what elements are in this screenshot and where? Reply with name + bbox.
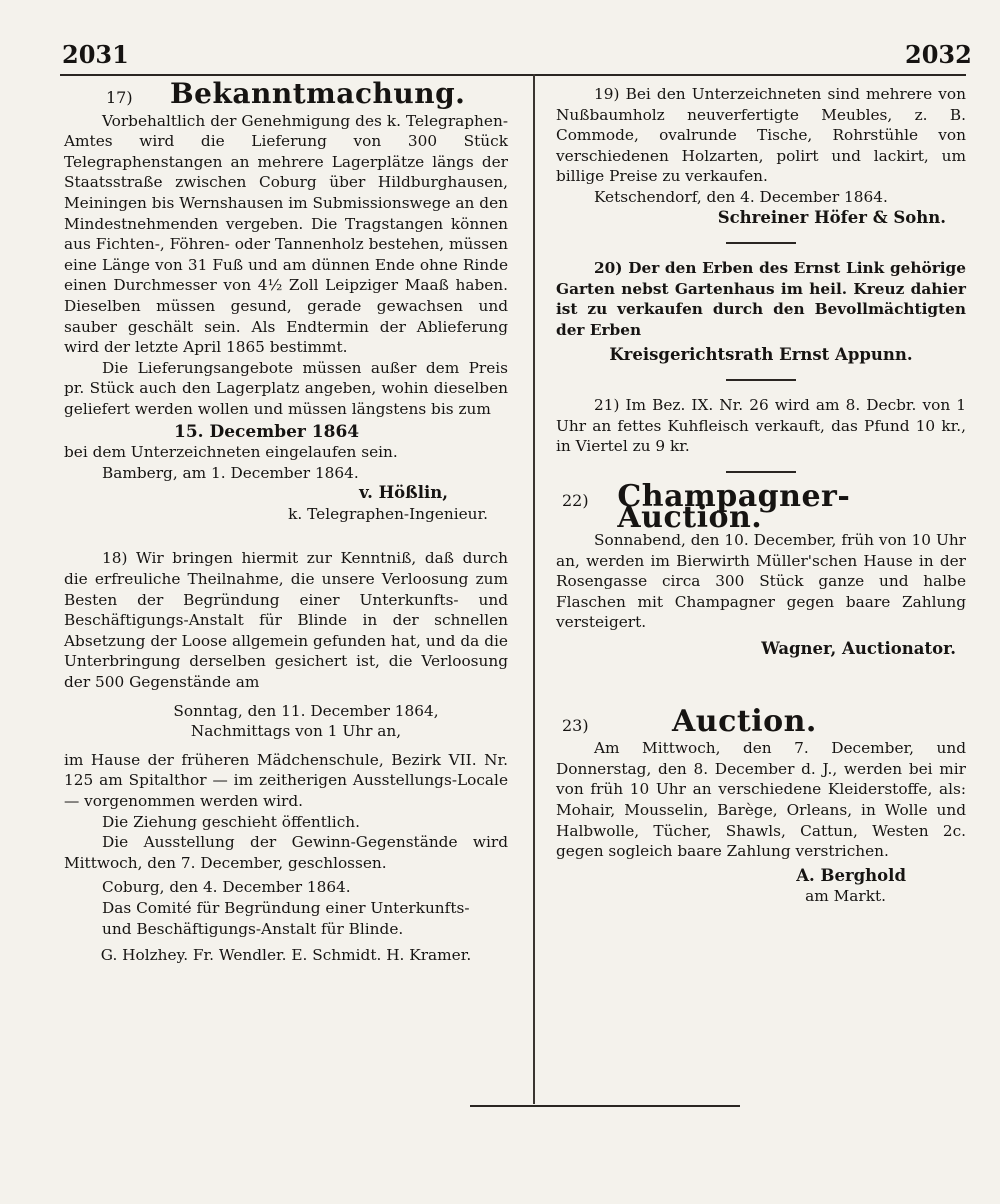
announcement-17-heading	[64, 77, 508, 110]
separator-rule	[726, 242, 796, 244]
announcement-number: 21)	[594, 396, 620, 415]
announcement-20	[556, 258, 966, 365]
committee-members: G. Holzhey. Fr. Wendler. E. Schmidt. H. Kramer.	[100, 946, 472, 965]
announcement-23	[556, 703, 966, 907]
column-divider	[533, 74, 535, 1104]
announcement-17	[64, 77, 508, 524]
announcement-paragraph: im Hause der früheren Mädchenschule, Bezirk VII. Nr. 125 am Spitalthor — im zeitherigen Ausstellungs-Locale — vorgenommen werden wird.	[64, 750, 508, 810]
announcement-paragraph: Sonnabend, den 10. December, früh von 10 Uhr an, werden im Bierwirth Müller'schen Hause in der Rosengasse circa 300 Stück ganze und halbe Flaschen mit Champagner gegen baare Zahlung versteigert.	[556, 531, 966, 632]
deadline-date: 15. December 1864	[174, 421, 360, 442]
announcement-number: 20)	[594, 259, 623, 278]
announcement-paragraph	[64, 548, 508, 692]
place-date: Coburg, den 4. December 1864.	[102, 878, 351, 897]
separator-rule	[726, 379, 796, 381]
signer-name: Kreisgerichtsrath Ernst Appunn.	[609, 344, 913, 364]
signer-name: A. Berghold	[796, 865, 906, 885]
announcement-paragraph: Am Mittwoch, den 7. December, und Donnerstag, den 8. December d. J., werden bei mir von früh 10 Uhr an verschiedene Kleiderstoffe, als: Mohair, Mousselin, Barège, Orleans, in Wolle und Halbwolle, Tücher, Shawls, Cattun, Westen 2c. gegen sogleich baare Zahlung verstrichen.	[556, 739, 966, 861]
event-time: Nachmittags von 1 Uhr an,	[190, 722, 402, 741]
right-column	[556, 84, 966, 907]
signer-name: Wagner, Auctionator.	[761, 639, 956, 659]
announcement-text: Bei den Unterzeichneten sind mehrere von Nußbaumholz neuverfertigte Meubles, z. B. Commode, ovalrunde Tische, Rohrstühle von verschiedenen Holzarten, polirt und lackirt, um billige Preise zu verkaufen.	[556, 85, 966, 186]
signer-name: Schreiner Höfer & Sohn.	[717, 207, 946, 227]
announcement-22-heading	[556, 478, 966, 535]
announcement-19	[556, 84, 966, 228]
place-date: Ketschendorf, den 4. December 1864.	[594, 187, 888, 206]
announcement-text: Im Bez. IX. Nr. 26 wird am 8. Decbr. von 1 Uhr an fettes Kuhfleisch verkauft, das Pfund 10 kr., in Viertel zu 9 kr.	[556, 396, 966, 456]
announcement-number: 17)	[106, 88, 133, 107]
page-number-left: 2031	[62, 40, 129, 69]
header-rule	[60, 74, 966, 76]
announcement-text: Der den Erben des Ernst Link gehörige Garten nebst Gartenhaus im heil. Kreuz dahier ist zu verkaufen durch den Bevollmächtigten der Erben	[556, 259, 966, 339]
announcement-title: Bekanntmachung.	[170, 77, 466, 110]
signer-title: k. Telegraphen-Ingenieur.	[288, 504, 488, 523]
announcement-number: 18)	[102, 549, 128, 568]
announcement-line: Die Ziehung geschieht öffentlich.	[102, 812, 360, 831]
committee-line: Das Comité für Begründung einer Unterkunfts-	[102, 898, 470, 917]
place-date: Bamberg, am 1. December 1864.	[102, 463, 359, 482]
announcement-22	[556, 478, 966, 660]
announcement-number: 23)	[562, 715, 589, 735]
announcement-number: 22)	[562, 490, 589, 510]
announcement-paragraph: Die Lieferungsangebote müssen außer dem Preis pr. Stück auch den Lagerplatz angeben, wohin dieselben geliefert werden wollen und müssen längstens bis zum	[64, 358, 508, 418]
announcement-number: 19)	[594, 85, 620, 103]
separator-rule	[726, 471, 796, 473]
left-column	[64, 77, 508, 966]
announcement-paragraph	[556, 84, 966, 187]
announcement-title: Champagner-Auction.	[617, 478, 851, 535]
announcement-paragraph	[556, 258, 966, 340]
announcement-23-heading	[556, 703, 966, 739]
announcement-line: bei dem Unterzeichneten eingelaufen sein.	[64, 443, 398, 462]
page-number-right: 2032	[905, 40, 972, 69]
announcement-paragraph	[556, 395, 966, 457]
announcement-text: Wir bringen hiermit zur Kenntniß, daß durch die erfreuliche Theilnahme, die unsere Verloosung zum Besten der Begründung einer Unterkunfts- und Beschäftigungs-Anstalt für Blinde in der schnellen Absetzung der Loose allgemein gefunden hat, und da die Unterbringung derselben gesichert ist, die Verloosung der 500 Gegenstände am	[64, 549, 508, 692]
event-date: Sonntag, den 11. December 1864,	[173, 701, 439, 720]
announcement-paragraph: Vorbehaltlich der Genehmigung des k. Telegraphen-Amtes wird die Lieferung von 300 Stück Telegraphenstangen an mehrere Lagerplätze längs der Staatsstraße zwischen Coburg über Hildburghausen, Meiningen bis Wernshausen im Submissionswege an den Mindestnehmenden vergeben. Die Tragstangen können aus Fichten-, Föhren- oder Tannenholz bestehen, müssen eine Länge von 31 Fuß und am dünnen Ende ohne Rinde einen Durchmesser von 4½ Zoll Leipziger Maaß haben. Dieselben müssen gesund, gerade gewachsen und sauber geschält sein. Als Endtermin der Ablieferung wird der letzte April 1865 bestimmt.	[64, 111, 508, 357]
footer-rule	[470, 1105, 740, 1107]
signer-place: am Markt.	[805, 887, 886, 906]
committee-line: und Beschäftigungs-Anstalt für Blinde.	[102, 919, 404, 938]
signer-name: v. Hößlin,	[359, 483, 448, 503]
announcement-line: Die Ausstellung der Gewinn-Gegenstände wird Mittwoch, den 7. December, geschlossen.	[64, 833, 508, 872]
announcement-title: Auction.	[672, 703, 817, 739]
announcement-18	[64, 548, 508, 965]
announcement-21	[556, 395, 966, 457]
